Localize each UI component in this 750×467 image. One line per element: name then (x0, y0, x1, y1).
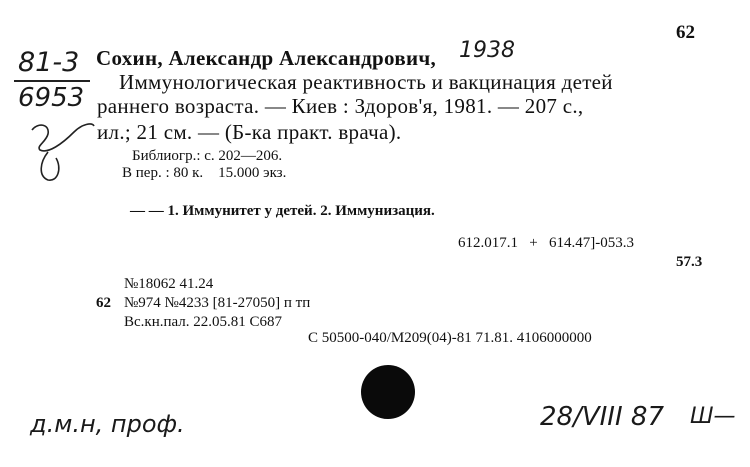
call-number-bottom: 6953 (18, 83, 85, 113)
title-line-2: раннего возраста. — Киев : Здоров'я, 1981. — 207 с., (97, 94, 584, 118)
handwritten-initial: Ш— (690, 404, 736, 429)
code-line: С 50500-040/М209(04)-81 71.81. 4106000000 (308, 330, 592, 346)
call-number-rule (14, 80, 90, 82)
subject-headings: — — 1. Иммунитет у детей. 2. Иммунизация. (130, 203, 435, 219)
classification-udc: 612.017.1 + 614.47]-053.3 (458, 235, 634, 251)
call-number-top: 81-3 (18, 47, 80, 78)
register-line-2: №974 №4233 [81-27050] п тп (124, 295, 311, 311)
page-number: 62 (676, 22, 695, 43)
punch-hole (361, 365, 415, 419)
author: Сохин, Александр Александрович, (96, 46, 437, 70)
classification-bbk: 57.3 (676, 254, 703, 270)
author-heading (96, 46, 436, 71)
register-prefix: 62 (96, 295, 111, 311)
price-note: В пер. : 80 к. 15.000 экз. (122, 165, 287, 181)
bibliography-note: Библиогр.: с. 202—206. (132, 148, 283, 164)
register-line-3: Вс.кн.пал. 22.05.81 С687 (124, 314, 283, 330)
register-line-1: №18062 41.24 (124, 276, 214, 292)
handwritten-mark (18, 118, 98, 188)
handwritten-degree: д.м.н, проф. (30, 410, 185, 438)
title-line-3: ил.; 21 см. — (Б-ка практ. врача). (97, 120, 402, 144)
handwritten-date: 28/VIII 87 (540, 402, 664, 432)
handwritten-year: 1938 (459, 38, 515, 63)
title-line-1: Иммунологическая реактивность и вакцинация детей (119, 70, 613, 94)
